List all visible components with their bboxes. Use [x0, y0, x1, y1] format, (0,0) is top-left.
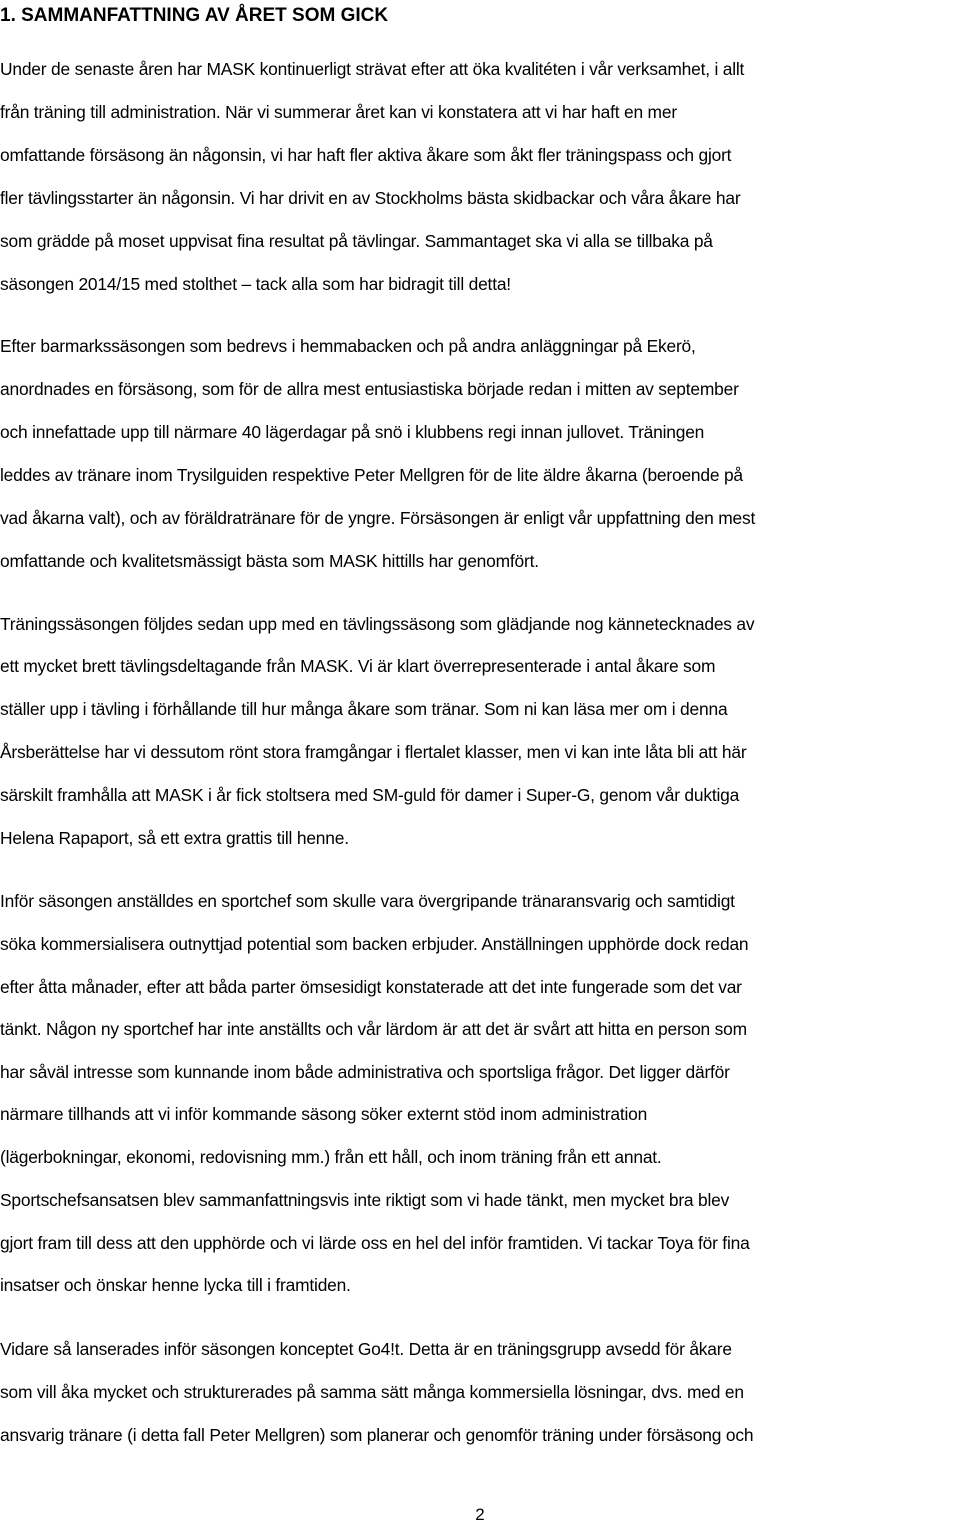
paragraph-4-line-3: efter åtta månader, efter att båda parter ömsesidigt konstaterade att det inte fungerade som det var [0, 977, 742, 997]
paragraph-3-line-1: Träningssäsongen följdes sedan upp med en tävlingssäsong som glädjande nog kännetecknades av [0, 614, 755, 634]
paragraph-5-line-1: Vidare så lanserades inför säsongen konceptet Go4!t. Detta är en träningsgrupp avsedd för åkare [0, 1339, 732, 1359]
paragraph-5-line-3: ansvarig tränare (i detta fall Peter Mellgren) som planerar och genomför träning under försäsong och [0, 1425, 754, 1445]
paragraph-2-line-4: leddes av tränare inom Trysilguiden respektive Peter Mellgren för de lite äldre åkarna (beroende på [0, 465, 743, 485]
paragraph-2-line-6: omfattande och kvalitetsmässigt bästa som MASK hittills har genomfört. [0, 551, 539, 571]
paragraph-1-line-2: från träning till administration. När vi summerar året kan vi konstatera att vi har haft en mer [0, 102, 677, 122]
paragraph-2-line-1: Efter barmarkssäsongen som bedrevs i hemmabacken och på andra anläggningar på Ekerö, [0, 336, 696, 356]
page-number: 2 [475, 1505, 485, 1524]
paragraph-1-line-6: säsongen 2014/15 med stolthet – tack alla som har bidragit till detta! [0, 274, 511, 294]
paragraph-2-line-5: vad åkarna valt), och av föräldratränare för de yngre. Försäsongen är enligt vår uppfattning den mest [0, 508, 756, 528]
paragraph-3-line-4: Årsberättelse har vi dessutom rönt stora framgångar i flertalet klasser, men vi kan inte låta bli att här [0, 742, 747, 762]
paragraph-2-line-3: och innefattade upp till närmare 40 lägerdagar på snö i klubbens regi innan jullovet. Träningen [0, 422, 705, 442]
paragraph-1-line-4: fler tävlingsstarter än någonsin. Vi har drivit en av Stockholms bästa skidbackar och våra åkare har [0, 188, 741, 208]
paragraph-1-line-1: Under de senaste åren har MASK kontinuerligt strävat efter att öka kvalitéten i vår verksamhet, i allt [0, 59, 745, 79]
paragraph-4-line-8: Sportschefsansatsen blev sammanfattningsvis inte riktigt som vi hade tänkt, men mycket bra blev [0, 1190, 730, 1210]
paragraph-4-line-1: Inför säsongen anställdes en sportchef som skulle vara övergripande tränaransvarig och samtidigt [0, 891, 735, 911]
paragraph-4-line-6: närmare tillhands att vi inför kommande säsong söker externt stöd inom administration [0, 1104, 648, 1124]
paragraph-3-line-6: Helena Rapaport, så ett extra grattis till henne. [0, 828, 349, 848]
paragraph-4-line-10: insatser och önskar henne lycka till i framtiden. [0, 1275, 351, 1295]
section-heading: 1. SAMMANFATTNING AV ÅRET SOM GICK [0, 5, 389, 26]
paragraph-4-line-7: (lägerbokningar, ekonomi, redovisning mm.) från ett håll, och inom träning från ett annat. [0, 1147, 662, 1167]
paragraph-3-line-2: ett mycket brett tävlingsdeltagande från MASK. Vi är klart överrepresenterade i antal åkare som [0, 656, 716, 676]
paragraph-1-line-5: som grädde på moset uppvisat fina resultat på tävlingar. Sammantaget ska vi alla se tillbaka på [0, 231, 713, 251]
paragraph-3-line-5: särskilt framhålla att MASK i år fick stoltsera med SM-guld för damer i Super-G, genom vår duktiga [0, 785, 740, 805]
paragraph-3-line-3: ställer upp i tävling i förhållande till hur många åkare som tränar. Som ni kan läsa mer om i denna [0, 699, 728, 719]
paragraph-4-line-2: söka kommersialisera outnyttjad potential som backen erbjuder. Anställningen upphörde dock redan [0, 934, 749, 954]
paragraph-4-line-9: gjort fram till dess att den upphörde och vi lärde oss en hel del inför framtiden. Vi tackar Toya för fina [0, 1233, 750, 1253]
paragraph-4-line-5: har såväl intresse som kunnande inom både administrativa och sportsliga frågor. Det ligger därför [0, 1062, 730, 1082]
paragraph-5-line-2: som vill åka mycket och strukturerades på samma sätt många kommersiella lösningar, dvs. med en [0, 1382, 744, 1402]
paragraph-1-line-3: omfattande försäsong än någonsin, vi har haft fler aktiva åkare som åkt fler träningspass och gjort [0, 145, 732, 165]
paragraph-2-line-2: anordnades en försäsong, som för de allra mest entusiastiska började redan i mitten av september [0, 379, 739, 399]
paragraph-4-line-4: tänkt. Någon ny sportchef har inte anställts och vår lärdom är att det är svårt att hitta en person som [0, 1019, 747, 1039]
